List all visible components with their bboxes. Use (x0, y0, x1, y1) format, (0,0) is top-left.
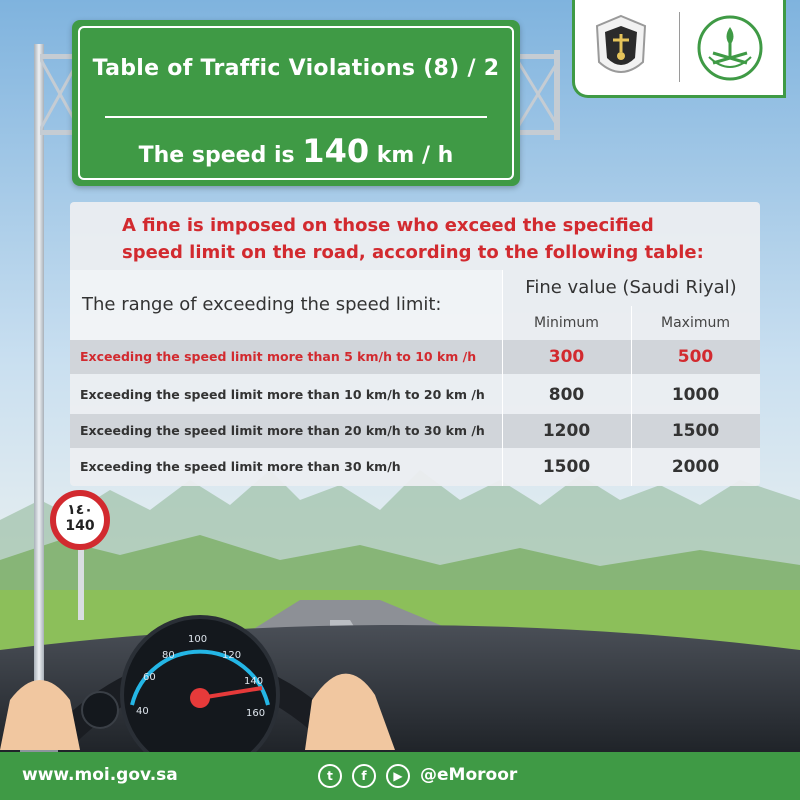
row-maximum-fine: 2000 (671, 457, 720, 477)
gauge-tick-80: 80 (162, 650, 175, 661)
sign-speed-line (72, 132, 520, 170)
table-row (70, 378, 760, 412)
row-range-label: Exceeding the speed limit more than 5 km/h to 10 km /h (80, 349, 477, 364)
social-handle: @eMoroor (420, 765, 518, 785)
facebook-icon[interactable]: f (352, 764, 376, 788)
column-divider (631, 306, 632, 486)
sign-speed-value: 140 (302, 132, 370, 170)
gauge-tick-120: 120 (222, 650, 242, 661)
fines-table-panel (70, 202, 760, 486)
range-header: The range of exceeding the speed limit: (82, 294, 442, 315)
gauge-tick-160: 160 (246, 708, 266, 719)
column-divider (502, 270, 503, 486)
row-minimum-fine: 1500 (542, 457, 591, 477)
sign-divider (105, 116, 487, 118)
sign-truss-right (516, 50, 560, 140)
gauge-tick-100: 100 (188, 634, 208, 645)
highway-sign (72, 20, 520, 186)
logo-divider (679, 12, 680, 82)
row-maximum-fine: 1500 (671, 421, 720, 441)
row-minimum-fine: 300 (548, 347, 585, 367)
speed-sign-latin: 140 (65, 518, 95, 534)
ministry-emblem-icon (695, 13, 765, 83)
fine-intro-line-1: A fine is imposed on those who exceed the specified (122, 215, 654, 236)
logos-box (572, 0, 786, 98)
row-range-label: Exceeding the speed limit more than 20 km/h to 30 km /h (80, 423, 485, 438)
dashboard-illustration (0, 580, 800, 760)
gauge-tick-140: 140 (244, 676, 264, 687)
twitter-icon[interactable]: t (318, 764, 342, 788)
row-maximum-fine: 500 (677, 347, 714, 367)
maximum-header: Maximum (661, 315, 730, 331)
table-row (70, 340, 760, 374)
website-link[interactable]: www.moi.gov.sa (22, 765, 178, 785)
sign-speed-prefix: The speed is (138, 143, 295, 168)
fine-value-header: Fine value (Saudi Riyal) (525, 277, 737, 298)
row-range-label: Exceeding the speed limit more than 10 km/h to 20 km /h (80, 387, 485, 402)
speed-sign-arabic: ١٤٠ (67, 502, 93, 518)
gauge-tick-60: 60 (143, 672, 156, 683)
table-row (70, 414, 760, 448)
footer-bar (0, 752, 800, 800)
row-range-label: Exceeding the speed limit more than 30 km/h (80, 459, 401, 474)
row-maximum-fine: 1000 (671, 385, 720, 405)
minimum-header: Minimum (534, 315, 599, 331)
traffic-police-emblem-icon (585, 12, 657, 84)
row-minimum-fine: 800 (548, 385, 585, 405)
roadside-speed-sign (50, 490, 110, 550)
table-row (70, 450, 760, 484)
gauge-tick-40: 40 (136, 706, 149, 717)
youtube-icon[interactable]: ▶ (386, 764, 410, 788)
row-minimum-fine: 1200 (542, 421, 591, 441)
sign-speed-unit: km / h (376, 143, 454, 168)
fine-intro-text (122, 212, 742, 266)
sign-title: Table of Traffic Violations (8) / 2 (92, 56, 500, 81)
fine-intro-line-2: speed limit on the road, according to the following table: (122, 242, 704, 263)
